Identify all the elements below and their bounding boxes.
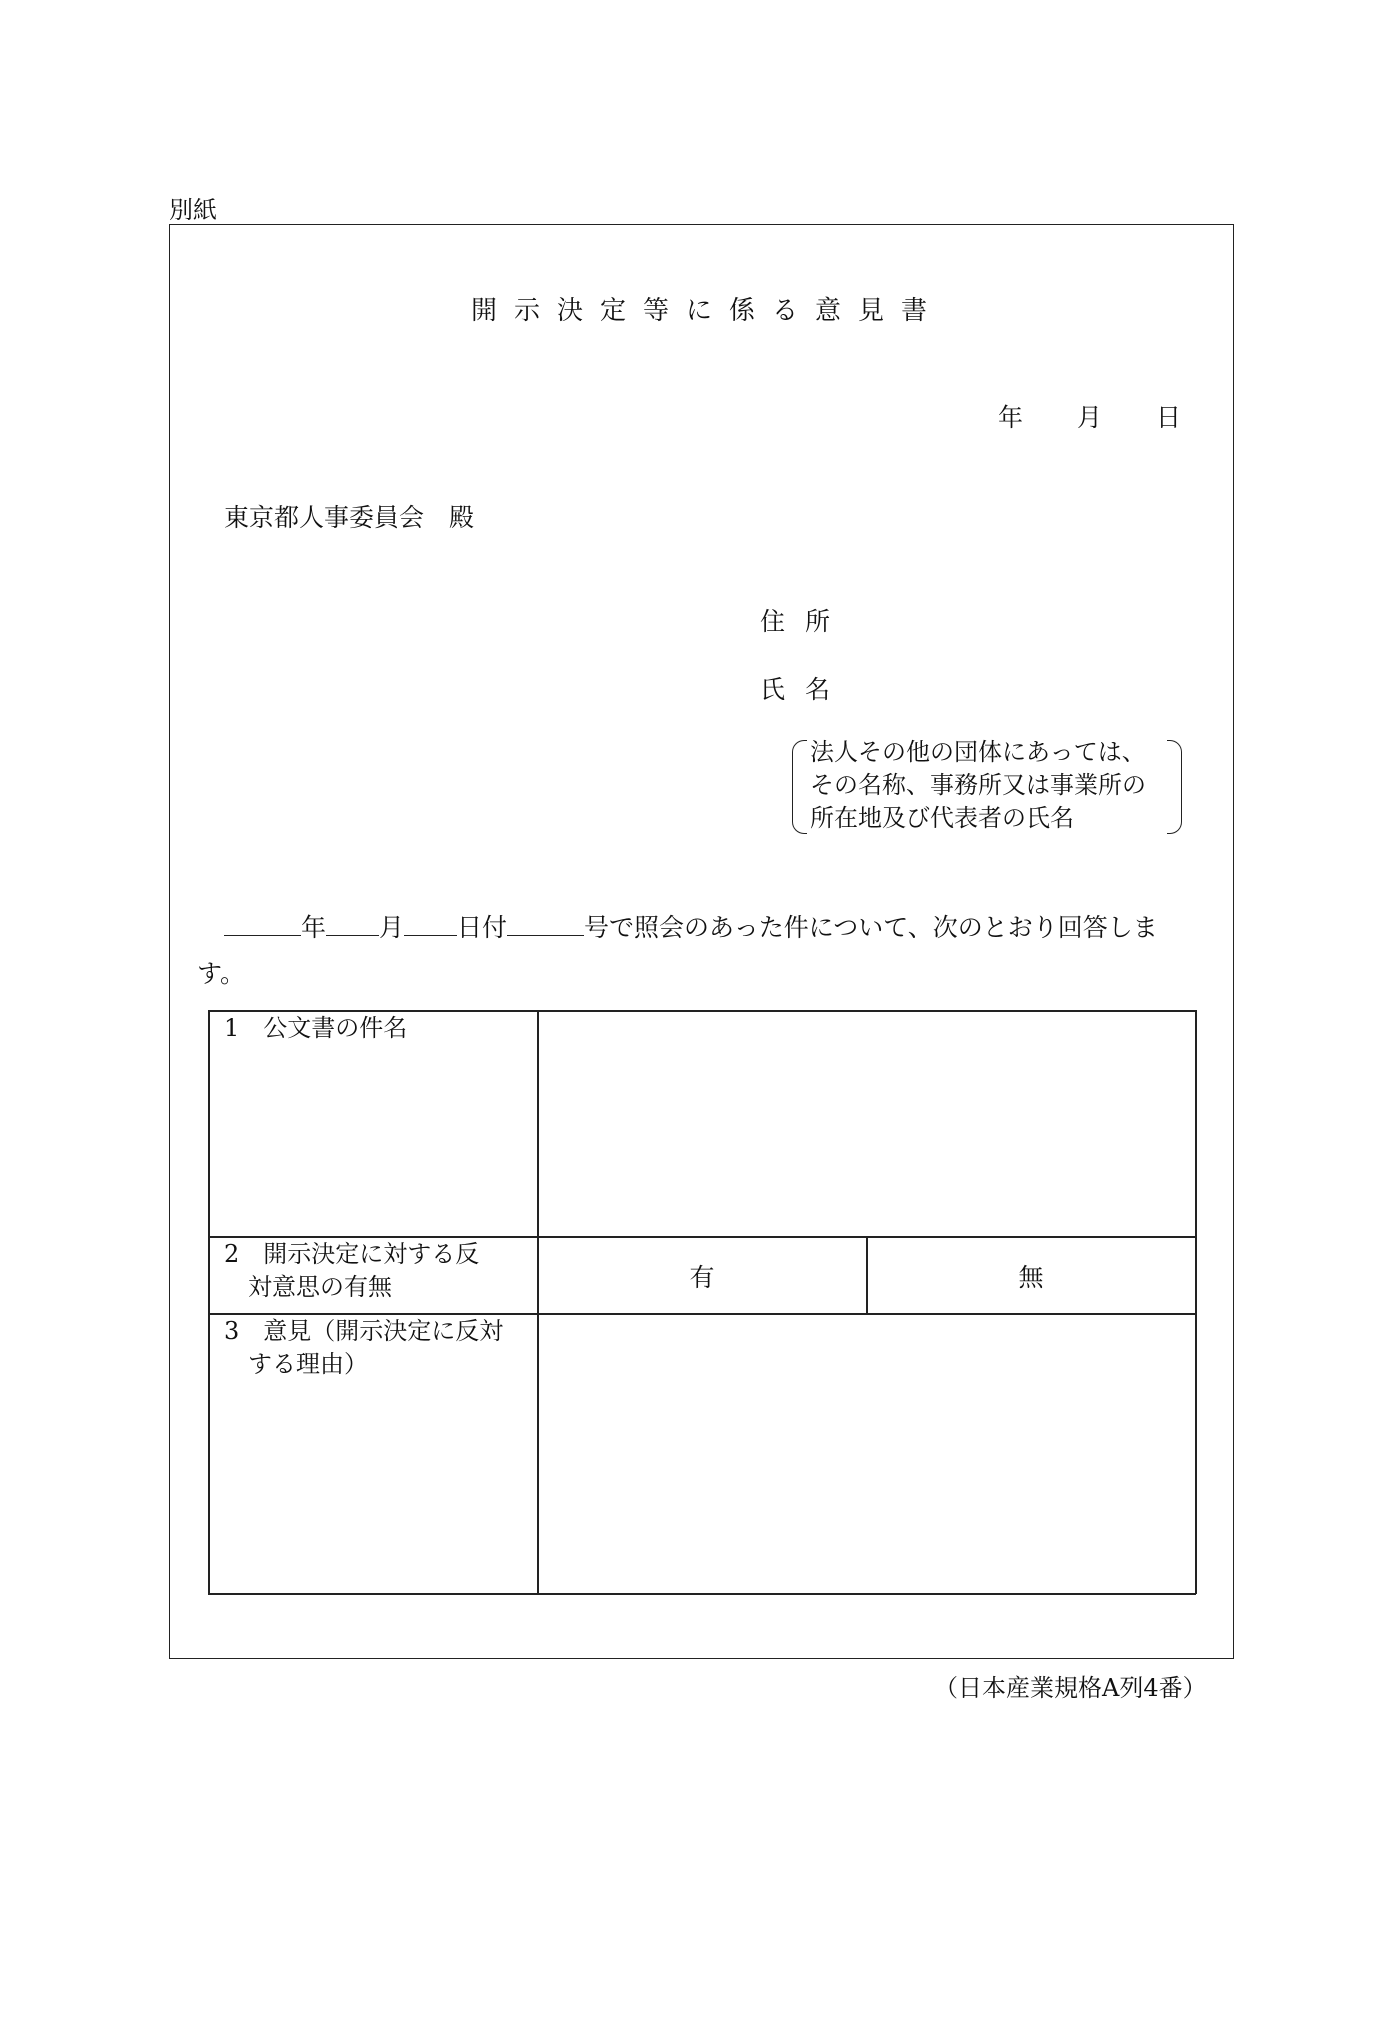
address-label: 住所 [760, 607, 851, 636]
ref-year-label: 年 [301, 913, 327, 942]
form-title: 開示決定等に係る意見書 [470, 296, 944, 326]
row2-label-line: 対意思の有無 [224, 1273, 392, 1301]
addressee: 東京都人事委員会 殿 [224, 503, 475, 532]
opinion-field[interactable] [539, 1315, 1194, 1592]
paper-size-note: （日本産業規格A列4番） [934, 1674, 1207, 1702]
row1-label [224, 1012, 407, 1045]
no-option[interactable]: 無 [1018, 1263, 1044, 1292]
annex-label: 別紙 [169, 196, 217, 224]
row3-label [224, 1315, 503, 1381]
blank-year[interactable] [224, 911, 301, 936]
corporation-note [792, 736, 1182, 836]
note-line: その名称、事務所又は事業所の [810, 771, 1146, 799]
date-month-label: 月 [1077, 403, 1103, 432]
row3-label-line: 3 意見（開示決定に反対 [224, 1317, 504, 1345]
note-line: 所在地及び代表者の氏名 [810, 804, 1074, 832]
date-day-label: 日 [1156, 403, 1182, 432]
row3-label-line: する理由） [224, 1350, 368, 1378]
ref-date-suffix: 日付 [457, 913, 508, 942]
left-bracket [792, 740, 807, 834]
right-bracket [1167, 740, 1182, 834]
reference-sentence [224, 908, 1158, 944]
blank-day[interactable] [404, 911, 457, 936]
row2-label [224, 1238, 479, 1304]
blank-month[interactable] [326, 911, 379, 936]
name-label: 氏名 [760, 675, 851, 704]
row1-label-line: 1 公文書の件名 [224, 1014, 408, 1042]
row2-label-line: 2 開示決定に対する反 [224, 1240, 480, 1268]
yes-option[interactable]: 有 [689, 1263, 715, 1292]
date-year-label: 年 [998, 403, 1024, 432]
blank-number[interactable] [507, 911, 584, 936]
note-line: 法人その他の団体にあっては、 [810, 738, 1146, 766]
document-title-field[interactable] [539, 1012, 1194, 1235]
ref-month-label: 月 [379, 913, 405, 942]
ref-text: 号で照会のあった件について、次のとおり回答しま [584, 913, 1158, 942]
reference-continuation: す。 [197, 959, 246, 988]
